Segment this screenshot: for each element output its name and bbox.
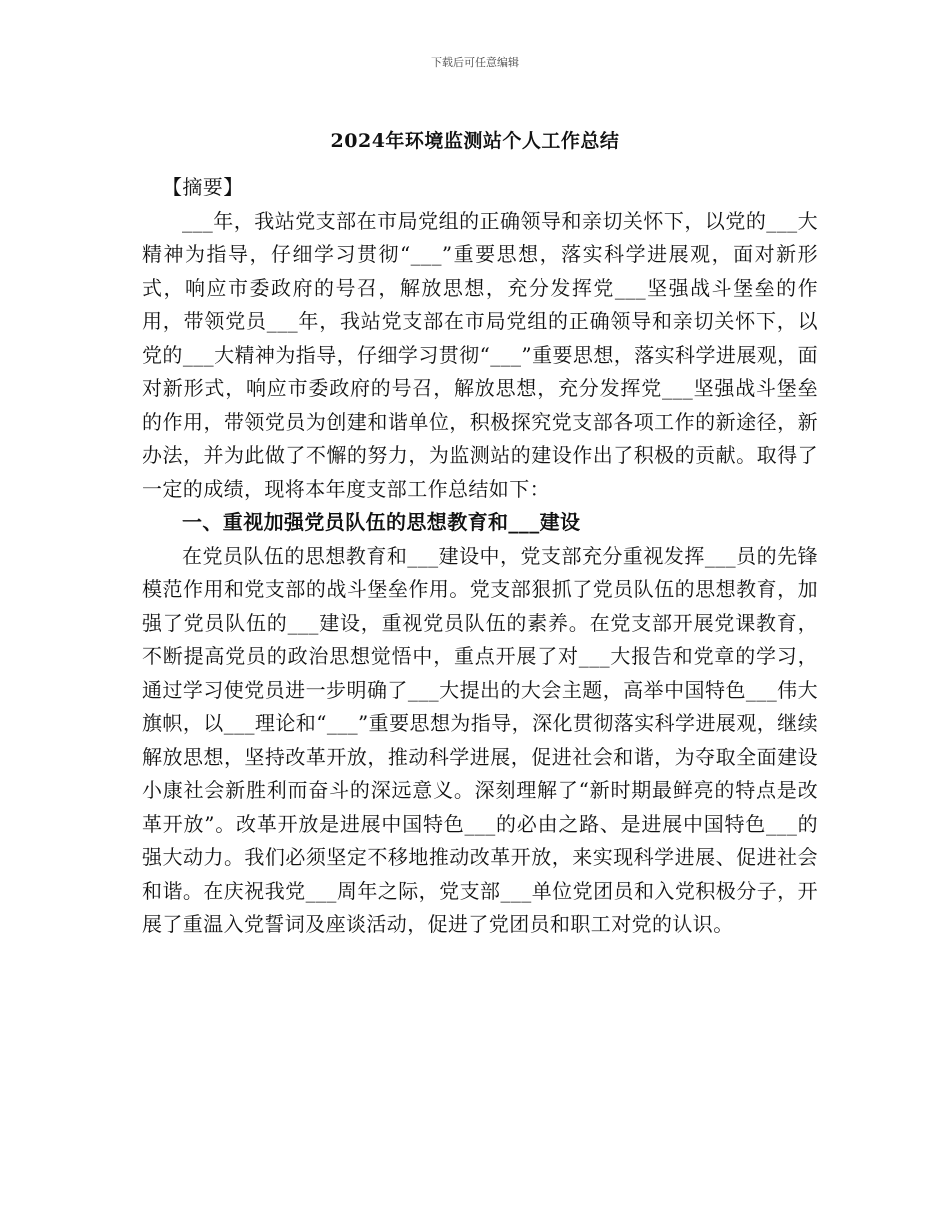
- abstract-label: 【摘要】: [162, 175, 244, 199]
- page-header-note: 下载后可任意编辑: [431, 56, 519, 69]
- paragraph-section-1: 在党员队伍的思想教育和___建设中，党支部充分重视发挥___员的先锋模范作用和党支部的战斗堡垒作用。党支部狠抓了党员队伍的思想教育，加强了党员队伍的___建设，重视党员队伍的素养。在党支部开展党课教育，不断提高党员的政治思想觉悟中，重点开展了对___大报告和党章的学习，通过学习使党员进一步明确了___大提出的大会主题，高举中国特色___伟大旗帜，以___理论和“___”重要思想为指导，深化贯彻落实科学进展观，继续解放思想，坚持改革开放，推动科学进展，促进社会和谐，为夺取全面建设小康社会新胜利而奋斗的深远意义。深刻理解了“新时期最鲜亮的特点是改革开放”。改革开放是进展中国特色___的必由之路、是进展中国特色___的强大动力。我们必须坚定不移地推动改革开放，来实现科学进展、促进社会和谐。在庆祝我党___周年之际，党支部___单位党团员和入党积极分子，开展了重温入党誓词及座谈活动，促进了党团员和职工对党的认识。: [142, 543, 818, 936]
- paragraph-intro: ___年，我站党支部在市局党组的正确领导和亲切关怀下，以党的___大精神为指导，仔细学习贯彻“___”重要思想，落实科学进展观，面对新形式，响应市委政府的号召，解放思想，充分发挥党___坚强战斗堡垒的作用，带领党员___年，我站党支部在市局党组的正确领导和亲切关怀下，以党的___大精神为指导，仔细学习贯彻“___”重要思想，落实科学进展观，面对新形式，响应市委政府的号召，解放思想，充分发挥党___坚强战斗堡垒的作用，带领党员为创建和谐单位，积极探究党支部各项工作的新途径，新办法，并为此做了不懈的努力，为监测站的建设作出了积极的贡献。取得了一定的成绩，现将本年度支部工作总结如下：: [142, 208, 818, 501]
- document-title: 2024年环境监测站个人工作总结: [330, 130, 620, 152]
- section-heading-1: 一、重视加强党员队伍的思想教育和___建设: [182, 510, 581, 534]
- document-body: [142, 171, 818, 942]
